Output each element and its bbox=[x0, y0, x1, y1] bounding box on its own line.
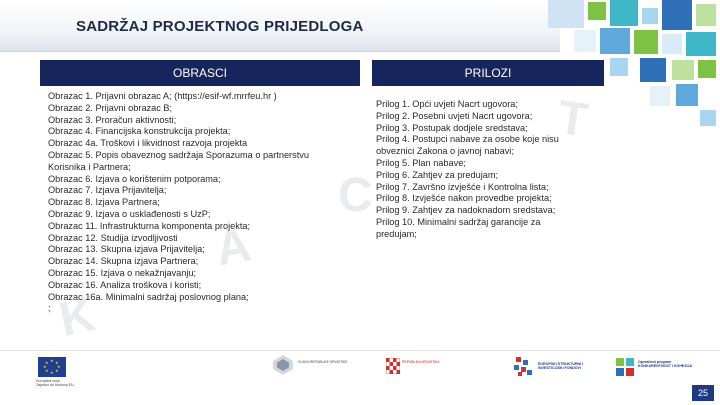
list-item: Obrazac 1. Prijavni obrazac A; (https://esif-wf.mrrfeu.hr ) bbox=[48, 91, 277, 101]
list-item: Prilog 6. Zahtjev za predujam; bbox=[376, 169, 499, 180]
list-item: Obrazac 5. Popis obaveznog sadržaja Sporazuma o partnerstvu bbox=[48, 149, 309, 160]
prilozi-list bbox=[376, 99, 594, 241]
list-item: Obrazac 12. Studija izvodljivosti bbox=[48, 232, 178, 243]
list-item: predujam; bbox=[376, 228, 417, 239]
eu-caption: Europska unija Zajedno do fondova EU bbox=[36, 379, 74, 388]
list-item: Prilog 9. Zahtjev za nadoknadom sredstava; bbox=[376, 205, 556, 216]
list-item: Obrazac 4a. Troškovi i likvidnost razvoja projekta bbox=[48, 138, 248, 149]
list-item: Obrazac 9. Izjava o usklađenosti s UzP; bbox=[48, 208, 211, 219]
obrasci-header: OBRASCI bbox=[40, 60, 360, 86]
obrasci-list bbox=[48, 91, 358, 315]
list-item: Prilog 2. Posebni uvjeti Nacrt ugovora; bbox=[376, 110, 533, 121]
footer bbox=[0, 350, 720, 405]
list-item: Prilog 10. Minimalni sadržaj garancije za bbox=[376, 216, 541, 227]
watermark-letter: T bbox=[554, 91, 591, 148]
list-item: Obrazac 16. Analiza troškova i koristi; bbox=[48, 279, 202, 290]
watermark-letter: K bbox=[54, 287, 100, 348]
list-item: Obrazac 15. Izjava o nekažnjavanju; bbox=[48, 267, 197, 278]
list-item: Obrazac 4. Financijska konstrukcija projekta; bbox=[48, 126, 231, 137]
list-item: Obrazac 7. Izjava Prijavitelja; bbox=[48, 185, 167, 196]
list-item: Korisnika i Partnera; bbox=[48, 161, 131, 172]
list-item: Obrazac 14. Skupna izjava Partnera; bbox=[48, 256, 199, 267]
page-number: 25 bbox=[692, 385, 714, 401]
slide-title: SADRŽAJ PROJEKTNOG PRIJEDLOGA bbox=[76, 18, 364, 35]
list-item: Prilog 5. Plan nabave; bbox=[376, 157, 466, 168]
list-item: Obrazac 13. Skupna izjava Prijavitelja; bbox=[48, 244, 205, 255]
watermark-letter: A bbox=[211, 218, 256, 277]
list-item: Prilog 1. Opći uvjeti Nacrt ugovora; bbox=[376, 99, 518, 109]
list-item: obveznici Zakona o javnoj nabavi; bbox=[376, 146, 514, 157]
list-item: Prilog 8. Izvješće nakon provedbe projekta; bbox=[376, 193, 552, 204]
list-item: Obrazac 8. Izjava Partnera; bbox=[48, 197, 160, 208]
list-item: Obrazac 16a. Minimalni sadržaj poslovnog plana; bbox=[48, 291, 249, 302]
eu-flag-logo: ★ ★ ★ ★ ★ ★ ★ ★ bbox=[38, 357, 66, 377]
list-item: ; bbox=[48, 303, 51, 314]
watermark-letter: C bbox=[338, 169, 373, 222]
list-item: Prilog 4. Postupci nabave za osobe koje nisu bbox=[376, 134, 559, 145]
list-item: Obrazac 2. Prijavni obrazac B; bbox=[48, 102, 173, 113]
list-item: Obrazac 3. Proračun aktivnosti; bbox=[48, 114, 177, 125]
list-item: Prilog 7. Završno izvješće i Kontrolna lista; bbox=[376, 181, 549, 192]
list-item: Obrazac 6. Izjava o korištenim potporama; bbox=[48, 173, 221, 184]
list-item: Obrazac 11. Infrastrukturna komponenta projekta; bbox=[48, 220, 251, 231]
prilozi-header: PRILOZI bbox=[372, 60, 604, 86]
list-item: Prilog 3. Postupak dodjele sredstava; bbox=[376, 122, 528, 133]
